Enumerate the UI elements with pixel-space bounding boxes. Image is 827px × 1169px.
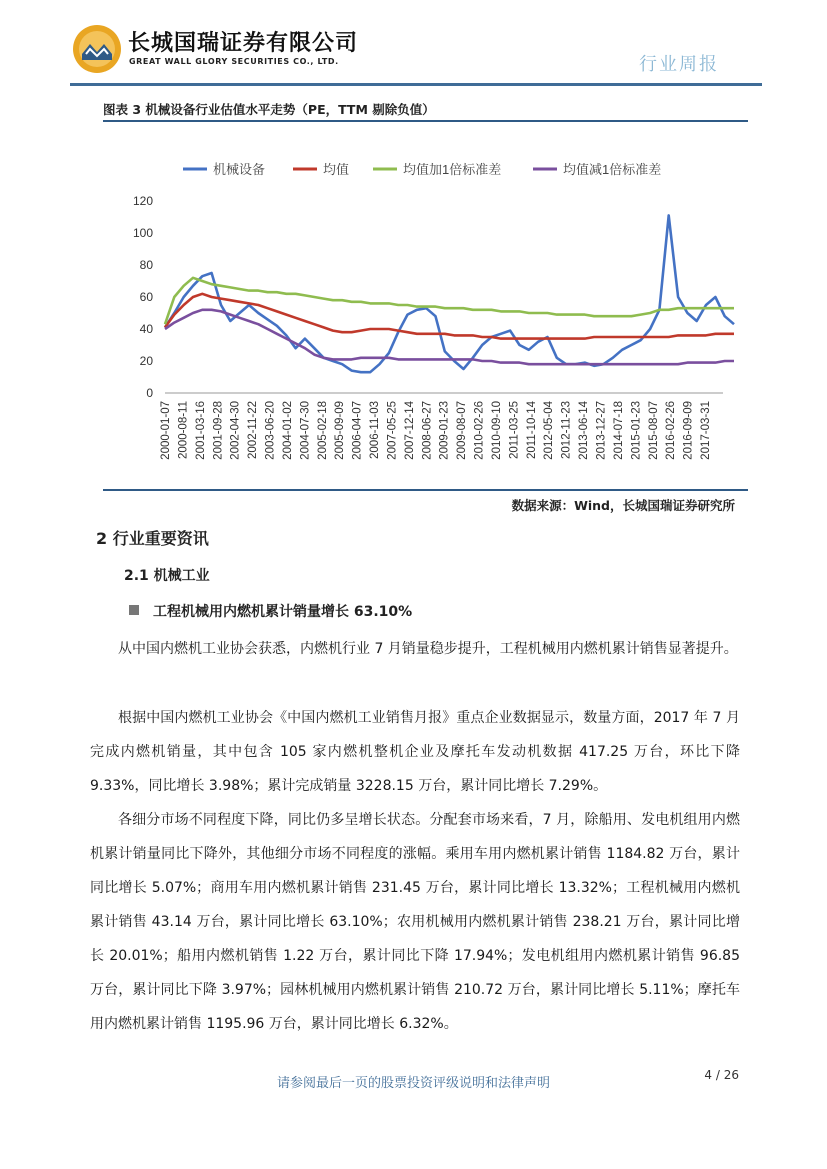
- y-tick-label: 80: [139, 258, 153, 272]
- x-tick-label: 2004-01-02: [281, 401, 294, 460]
- y-tick-label: 100: [132, 226, 153, 240]
- x-tick-label: 2012-05-04: [543, 401, 556, 460]
- y-tick-label: 20: [139, 354, 153, 368]
- figure-title: 图表 3 机械设备行业估值水平走势（PE，TTM 剔除负值）: [103, 102, 435, 117]
- header-divider: [70, 83, 762, 86]
- x-tick-label: 2015-08-07: [647, 401, 660, 460]
- company-name-cn: 长城国瑞证券有限公司: [128, 31, 359, 56]
- page-header: [0, 0, 827, 90]
- x-tick-label: 2013-12-27: [595, 401, 608, 460]
- y-tick-label: 40: [139, 322, 153, 336]
- x-tick-label: 2014-07-18: [612, 401, 625, 460]
- x-tick-label: 2004-07-30: [299, 401, 312, 460]
- legend-label-2: 均值加1倍标准差: [403, 162, 502, 177]
- x-tick-label: 2006-11-03: [369, 401, 382, 459]
- section-heading: 2 行业重要资讯: [96, 529, 209, 548]
- series-line-2: [165, 278, 734, 324]
- paragraph-3: 各细分市场不同程度下降，同比仍多呈增长状态。分配套市场来看，7 月，除船用、发电机组用内燃机累计销量同比下降外，其他细分市场不同程度的涨幅。乘用车用内燃机累计销售 1184.82 万台，累计同比增长 5.07%；商用车用内燃机累计销售 231.45 万台，累计同比增长 13.32%；工程机械用内燃机累计销售 43.14 万台，累计同比增长 63.10%；农用机械用内燃机累计销售 238.21 万台，累计同比增长 20.01%；船用内燃机销售 1.22 万台，累计同比下降 17.94%；发电机组用内燃机累计销售 96.85 万台，累计同比下降 3.97%；园林机械用内燃机累计销售 210.72 万台，累计同比增长 5.11%；摩托车用内燃机累计销售 1195.96 万台，累计同比增长 6.32%。: [90, 812, 740, 1032]
- x-tick-label: 2008-06-27: [421, 401, 434, 460]
- x-tick-label: 2016-02-26: [665, 401, 678, 460]
- figure-top-rule: [103, 120, 748, 122]
- pe-valuation-line-chart: [103, 124, 748, 488]
- footer-disclaimer: 请参阅最后一页的股票投资评级说明和法律声明: [276, 1076, 550, 1091]
- legend-label-0: 机械设备: [213, 162, 266, 177]
- news-headline-text: 工程机械用内燃机累计销量增长 63.10%: [153, 604, 413, 620]
- x-tick-label: 2005-02-18: [316, 401, 329, 460]
- y-tick-label: 60: [139, 290, 153, 304]
- x-tick-label: 2003-06-20: [264, 401, 277, 460]
- subsection-heading: 2.1 机械工业: [124, 568, 210, 584]
- x-tick-label: 2006-04-07: [351, 401, 364, 460]
- x-tick-label: 2015-01-23: [630, 401, 643, 460]
- x-tick-label: 2016-09-09: [682, 401, 695, 460]
- report-type: 行业周报: [639, 54, 719, 75]
- x-tick-label: 2007-12-14: [403, 401, 416, 460]
- x-tick-label: 2009-08-07: [456, 401, 469, 460]
- x-tick-label: 2001-03-16: [194, 401, 207, 460]
- company-logo-icon: [72, 24, 122, 74]
- x-tick-label: 2017-03-31: [700, 401, 713, 460]
- paragraph-1: 从中国内燃机工业协会获悉，内燃机行业 7 月销量稳步提升，工程机械用内燃机累计销售显著提升。: [118, 641, 738, 657]
- x-tick-label: 2010-02-26: [473, 401, 486, 460]
- series-line-0: [165, 215, 734, 372]
- x-tick-label: 2002-11-22: [247, 401, 260, 459]
- figure-source: 数据来源：Wind，长城国瑞证券研究所: [511, 498, 735, 513]
- x-tick-label: 2012-11-23: [560, 401, 573, 459]
- x-tick-label: 2000-01-07: [160, 401, 172, 460]
- x-tick-label: 2010-09-10: [490, 401, 503, 460]
- figure-bottom-rule: [103, 489, 748, 491]
- x-tick-label: 2000-08-11: [177, 401, 190, 459]
- page-number: 4 / 26: [704, 1068, 739, 1082]
- x-tick-label: 2007-05-25: [386, 401, 399, 460]
- news-headline: [129, 601, 412, 621]
- company-name-en: GREAT WALL GLORY SECURITIES CO., LTD.: [129, 57, 339, 66]
- x-tick-label: 2011-03-25: [508, 401, 521, 459]
- x-tick-label: 2011-10-14: [525, 401, 538, 459]
- y-tick-label: 120: [132, 194, 153, 208]
- x-tick-label: 2001-09-28: [212, 401, 225, 460]
- square-bullet-icon: [129, 605, 139, 615]
- paragraph-2: 根据中国内燃机工业协会《中国内燃机工业销售月报》重点企业数据显示，数量方面，2017 年 7 月完成内燃机销量，其中包含 105 家内燃机整机企业及摩托车发动机数据 417.25 万台，环比下降 9.33%，同比增长 3.98%；累计完成销量 3228.15 万台，累计同比增长 7.29%。: [90, 710, 740, 794]
- x-tick-label: 2009-01-23: [438, 401, 451, 460]
- x-tick-label: 2002-04-30: [229, 401, 242, 460]
- legend-label-3: 均值减1倍标准差: [563, 162, 662, 177]
- legend-label-1: 均值: [323, 162, 350, 177]
- x-tick-label: 2013-06-14: [578, 401, 591, 460]
- y-tick-label: 0: [146, 386, 153, 400]
- x-tick-label: 2005-09-09: [334, 401, 347, 460]
